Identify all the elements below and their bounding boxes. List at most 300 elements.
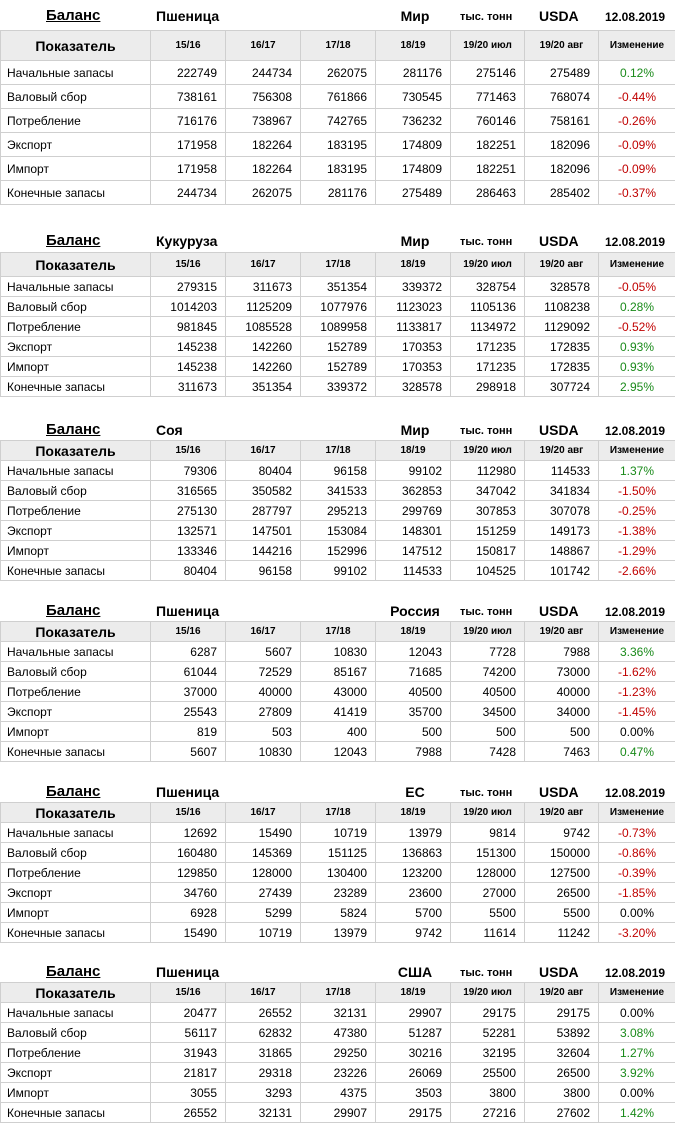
value-cell: 145238 — [151, 337, 226, 357]
change-cell: 1.27% — [599, 1043, 675, 1063]
value-cell: 129850 — [151, 863, 226, 883]
value-cell: 182251 — [451, 157, 525, 181]
value-cell: 41419 — [301, 702, 376, 722]
value-cell: 53892 — [525, 1023, 599, 1043]
value-cell: 771463 — [451, 85, 525, 109]
value-cell: 101742 — [525, 561, 599, 581]
column-header: 17/18 — [301, 803, 376, 823]
value-cell: 171235 — [451, 357, 525, 377]
row-label: Потребление — [1, 863, 151, 883]
column-header: Изменение — [599, 31, 675, 61]
row-label: Валовый сбор — [1, 1023, 151, 1043]
value-cell: 152789 — [301, 337, 376, 357]
value-cell: 150000 — [525, 843, 599, 863]
region-name: Россия — [390, 603, 440, 619]
value-cell: 1085528 — [226, 317, 301, 337]
change-cell: 3.92% — [599, 1063, 675, 1083]
value-cell: 147501 — [226, 521, 301, 541]
report-date: 12.08.2019 — [605, 605, 666, 619]
section-title: Баланс — [46, 421, 101, 438]
row-label: Конечные запасы — [1, 377, 151, 397]
column-header: 19/20 июл — [451, 253, 525, 277]
table-row — [1, 702, 675, 722]
table-row — [1, 722, 675, 742]
section-title: Баланс — [46, 783, 101, 800]
change-cell: -0.09% — [599, 157, 675, 181]
region-name: США — [397, 964, 433, 980]
value-cell: 151300 — [451, 843, 525, 863]
crop-name: Пшеница — [156, 964, 220, 980]
value-cell: 27809 — [226, 702, 301, 722]
table-row — [1, 1103, 675, 1123]
value-cell: 500 — [451, 722, 525, 742]
value-cell: 10719 — [226, 923, 301, 943]
source-label: USDA — [539, 8, 579, 24]
value-cell: 183195 — [301, 133, 376, 157]
change-cell: 2.95% — [599, 377, 675, 397]
value-cell: 43000 — [301, 682, 376, 702]
value-cell: 500 — [525, 722, 599, 742]
change-cell: 0.00% — [599, 1083, 675, 1103]
value-cell: 73000 — [525, 662, 599, 682]
change-cell: -0.39% — [599, 863, 675, 883]
crop-name: Кукуруза — [156, 233, 218, 249]
column-header: 19/20 июл — [451, 31, 525, 61]
value-cell: 981845 — [151, 317, 226, 337]
value-cell: 29175 — [451, 1003, 525, 1023]
row-label: Валовый сбор — [1, 843, 151, 863]
value-cell: 23289 — [301, 883, 376, 903]
table-row — [1, 157, 675, 181]
column-header: Изменение — [599, 983, 675, 1003]
value-cell: 29175 — [525, 1003, 599, 1023]
value-cell: 171958 — [151, 133, 226, 157]
value-cell: 262075 — [301, 61, 376, 85]
value-cell: 99102 — [301, 561, 376, 581]
value-cell: 6928 — [151, 903, 226, 923]
value-cell: 72529 — [226, 662, 301, 682]
table-row — [1, 662, 675, 682]
change-cell: -0.37% — [599, 181, 675, 205]
report-date: 12.08.2019 — [605, 786, 666, 800]
value-cell: 34760 — [151, 883, 226, 903]
change-cell: -0.73% — [599, 823, 675, 843]
value-cell: 311673 — [226, 277, 301, 297]
value-cell: 32131 — [301, 1003, 376, 1023]
row-label: Импорт — [1, 903, 151, 923]
value-cell: 1089958 — [301, 317, 376, 337]
row-label: Валовый сбор — [1, 297, 151, 317]
change-cell: 3.08% — [599, 1023, 675, 1043]
change-cell: -1.50% — [599, 481, 675, 501]
section-title-row — [0, 418, 675, 440]
value-cell: 37000 — [151, 682, 226, 702]
change-cell: -0.44% — [599, 85, 675, 109]
table-row — [1, 1083, 675, 1103]
crop-name: Соя — [156, 422, 183, 438]
value-cell: 34500 — [451, 702, 525, 722]
report-date: 12.08.2019 — [605, 424, 666, 438]
table-row — [1, 561, 675, 581]
column-header: 19/20 авг — [525, 803, 599, 823]
table-row — [1, 521, 675, 541]
table-row — [1, 903, 675, 923]
value-cell: 244734 — [226, 61, 301, 85]
row-label: Экспорт — [1, 133, 151, 157]
units-label: тыс. тонн — [460, 787, 513, 799]
balance-table — [0, 982, 675, 1123]
value-cell: 279315 — [151, 277, 226, 297]
value-cell: 40500 — [376, 682, 451, 702]
row-label: Потребление — [1, 1043, 151, 1063]
table-row — [1, 461, 675, 481]
column-header: Показатель — [1, 803, 151, 823]
crop-name: Пшеница — [156, 784, 220, 800]
column-header: Показатель — [1, 441, 151, 461]
crop-name: Пшеница — [156, 8, 220, 24]
value-cell: 32195 — [451, 1043, 525, 1063]
change-cell: 1.42% — [599, 1103, 675, 1123]
value-cell: 1134972 — [451, 317, 525, 337]
change-cell: -1.38% — [599, 521, 675, 541]
value-cell: 27216 — [451, 1103, 525, 1123]
value-cell: 3503 — [376, 1083, 451, 1103]
column-header: 19/20 авг — [525, 31, 599, 61]
value-cell: 351354 — [226, 377, 301, 397]
balance-table — [0, 252, 675, 397]
column-header: Показатель — [1, 31, 151, 61]
value-cell: 150817 — [451, 541, 525, 561]
value-cell: 298918 — [451, 377, 525, 397]
change-cell: -0.05% — [599, 277, 675, 297]
column-header: 15/16 — [151, 31, 226, 61]
value-cell: 307078 — [525, 501, 599, 521]
value-cell: 362853 — [376, 481, 451, 501]
units-label: тыс. тонн — [460, 967, 513, 979]
value-cell: 13979 — [301, 923, 376, 943]
value-cell: 27000 — [451, 883, 525, 903]
source-label: USDA — [539, 784, 579, 800]
value-cell: 350582 — [226, 481, 301, 501]
value-cell: 148867 — [525, 541, 599, 561]
value-cell: 1014203 — [151, 297, 226, 317]
value-cell: 351354 — [301, 277, 376, 297]
row-label: Импорт — [1, 722, 151, 742]
column-header: 16/17 — [226, 622, 301, 642]
value-cell: 114533 — [525, 461, 599, 481]
row-label: Конечные запасы — [1, 923, 151, 943]
change-cell: -1.62% — [599, 662, 675, 682]
value-cell: 51287 — [376, 1023, 451, 1043]
table-header-row — [1, 803, 675, 823]
value-cell: 7428 — [451, 742, 525, 762]
row-label: Конечные запасы — [1, 181, 151, 205]
value-cell: 756308 — [226, 85, 301, 109]
row-label: Импорт — [1, 541, 151, 561]
column-header: 16/17 — [226, 31, 301, 61]
column-header: Показатель — [1, 622, 151, 642]
table-row — [1, 843, 675, 863]
value-cell: 730545 — [376, 85, 451, 109]
column-header: 15/16 — [151, 622, 226, 642]
column-header: 15/16 — [151, 253, 226, 277]
value-cell: 339372 — [301, 377, 376, 397]
value-cell: 275489 — [525, 61, 599, 85]
row-label: Потребление — [1, 109, 151, 133]
table-row — [1, 277, 675, 297]
value-cell: 262075 — [226, 181, 301, 205]
column-header: Изменение — [599, 803, 675, 823]
value-cell: 12043 — [376, 642, 451, 662]
value-cell: 738967 — [226, 109, 301, 133]
table-row — [1, 883, 675, 903]
value-cell: 26500 — [525, 883, 599, 903]
column-header: 19/20 авг — [525, 253, 599, 277]
change-cell: 0.47% — [599, 742, 675, 762]
change-cell: -1.23% — [599, 682, 675, 702]
value-cell: 96158 — [301, 461, 376, 481]
region-name: Мир — [400, 422, 430, 438]
value-cell: 244734 — [151, 181, 226, 205]
row-label: Импорт — [1, 357, 151, 377]
column-header: 16/17 — [226, 441, 301, 461]
row-label: Потребление — [1, 317, 151, 337]
table-header-row — [1, 622, 675, 642]
column-header: 15/16 — [151, 983, 226, 1003]
value-cell: 151125 — [301, 843, 376, 863]
column-header: 17/18 — [301, 441, 376, 461]
column-header: 18/19 — [376, 441, 451, 461]
value-cell: 26552 — [226, 1003, 301, 1023]
column-header: 17/18 — [301, 31, 376, 61]
value-cell: 25543 — [151, 702, 226, 722]
table-row — [1, 1023, 675, 1043]
value-cell: 170353 — [376, 357, 451, 377]
column-header: Показатель — [1, 983, 151, 1003]
value-cell: 15490 — [226, 823, 301, 843]
value-cell: 5500 — [451, 903, 525, 923]
change-cell: 0.28% — [599, 297, 675, 317]
table-row — [1, 923, 675, 943]
value-cell: 114533 — [376, 561, 451, 581]
column-header: 16/17 — [226, 253, 301, 277]
value-cell: 7988 — [525, 642, 599, 662]
value-cell: 174809 — [376, 133, 451, 157]
table-header-row — [1, 983, 675, 1003]
change-cell: -0.09% — [599, 133, 675, 157]
value-cell: 742765 — [301, 109, 376, 133]
column-header: 19/20 авг — [525, 622, 599, 642]
column-header: Изменение — [599, 253, 675, 277]
crop-name: Пшеница — [156, 603, 220, 619]
table-row — [1, 863, 675, 883]
value-cell: 27602 — [525, 1103, 599, 1123]
row-label: Экспорт — [1, 521, 151, 541]
value-cell: 172835 — [525, 337, 599, 357]
row-label: Экспорт — [1, 702, 151, 722]
value-cell: 9814 — [451, 823, 525, 843]
value-cell: 26552 — [151, 1103, 226, 1123]
value-cell: 347042 — [451, 481, 525, 501]
column-header: 19/20 июл — [451, 803, 525, 823]
change-cell: -1.29% — [599, 541, 675, 561]
table-header-row — [1, 253, 675, 277]
value-cell: 11614 — [451, 923, 525, 943]
value-cell: 149173 — [525, 521, 599, 541]
value-cell: 147512 — [376, 541, 451, 561]
value-cell: 7988 — [376, 742, 451, 762]
column-header: 18/19 — [376, 803, 451, 823]
row-label: Конечные запасы — [1, 1103, 151, 1123]
value-cell: 5607 — [151, 742, 226, 762]
value-cell: 52281 — [451, 1023, 525, 1043]
value-cell: 132571 — [151, 521, 226, 541]
table-row — [1, 337, 675, 357]
column-header: 17/18 — [301, 253, 376, 277]
balance-table — [0, 621, 675, 762]
balance-table — [0, 440, 675, 581]
table-row — [1, 742, 675, 762]
value-cell: 183195 — [301, 157, 376, 181]
value-cell: 311673 — [151, 377, 226, 397]
change-cell: -3.20% — [599, 923, 675, 943]
change-cell: -2.66% — [599, 561, 675, 581]
value-cell: 104525 — [451, 561, 525, 581]
value-cell: 738161 — [151, 85, 226, 109]
change-cell: 0.93% — [599, 357, 675, 377]
table-header-row — [1, 441, 675, 461]
value-cell: 123200 — [376, 863, 451, 883]
value-cell: 160480 — [151, 843, 226, 863]
value-cell: 10830 — [301, 642, 376, 662]
value-cell: 31943 — [151, 1043, 226, 1063]
value-cell: 716176 — [151, 109, 226, 133]
value-cell: 144216 — [226, 541, 301, 561]
value-cell: 99102 — [376, 461, 451, 481]
value-cell: 12692 — [151, 823, 226, 843]
row-label: Начальные запасы — [1, 61, 151, 85]
value-cell: 25500 — [451, 1063, 525, 1083]
value-cell: 316565 — [151, 481, 226, 501]
value-cell: 34000 — [525, 702, 599, 722]
table-row — [1, 297, 675, 317]
value-cell: 40000 — [226, 682, 301, 702]
value-cell: 768074 — [525, 85, 599, 109]
value-cell: 29318 — [226, 1063, 301, 1083]
table-row — [1, 133, 675, 157]
value-cell: 85167 — [301, 662, 376, 682]
value-cell: 152789 — [301, 357, 376, 377]
report-date: 12.08.2019 — [605, 10, 666, 24]
value-cell: 172835 — [525, 357, 599, 377]
value-cell: 56117 — [151, 1023, 226, 1043]
table-row — [1, 1043, 675, 1063]
value-cell: 819 — [151, 722, 226, 742]
section-title-row — [0, 4, 675, 26]
row-label: Экспорт — [1, 337, 151, 357]
row-label: Конечные запасы — [1, 561, 151, 581]
value-cell: 182264 — [226, 157, 301, 181]
row-label: Импорт — [1, 157, 151, 181]
column-header: 19/20 июл — [451, 622, 525, 642]
table-row — [1, 541, 675, 561]
value-cell: 171958 — [151, 157, 226, 181]
section-title-row — [0, 599, 675, 621]
value-cell: 761866 — [301, 85, 376, 109]
value-cell: 307724 — [525, 377, 599, 397]
value-cell: 32604 — [525, 1043, 599, 1063]
units-label: тыс. тонн — [460, 425, 513, 437]
value-cell: 9742 — [376, 923, 451, 943]
row-label: Начальные запасы — [1, 277, 151, 297]
value-cell: 151259 — [451, 521, 525, 541]
region-name: Мир — [400, 8, 430, 24]
value-cell: 80404 — [151, 561, 226, 581]
value-cell: 136863 — [376, 843, 451, 863]
table-row — [1, 1063, 675, 1083]
value-cell: 15490 — [151, 923, 226, 943]
value-cell: 61044 — [151, 662, 226, 682]
value-cell: 182096 — [525, 133, 599, 157]
value-cell: 29907 — [376, 1003, 451, 1023]
units-label: тыс. тонн — [460, 606, 513, 618]
value-cell: 400 — [301, 722, 376, 742]
value-cell: 142260 — [226, 357, 301, 377]
column-header: 15/16 — [151, 803, 226, 823]
value-cell: 23600 — [376, 883, 451, 903]
change-cell: -0.26% — [599, 109, 675, 133]
value-cell: 3800 — [525, 1083, 599, 1103]
table-row — [1, 181, 675, 205]
row-label: Экспорт — [1, 883, 151, 903]
change-cell: 1.37% — [599, 461, 675, 481]
section-title-row — [0, 960, 675, 982]
change-cell: 0.93% — [599, 337, 675, 357]
value-cell: 275489 — [376, 181, 451, 205]
source-label: USDA — [539, 233, 579, 249]
table-row — [1, 85, 675, 109]
value-cell: 29175 — [376, 1103, 451, 1123]
value-cell: 286463 — [451, 181, 525, 205]
value-cell: 5824 — [301, 903, 376, 923]
column-header: 18/19 — [376, 983, 451, 1003]
change-cell: 0.00% — [599, 722, 675, 742]
value-cell: 222749 — [151, 61, 226, 85]
balance-table — [0, 802, 675, 943]
value-cell: 3293 — [226, 1083, 301, 1103]
column-header: 16/17 — [226, 803, 301, 823]
value-cell: 26069 — [376, 1063, 451, 1083]
value-cell: 40500 — [451, 682, 525, 702]
value-cell: 275130 — [151, 501, 226, 521]
value-cell: 285402 — [525, 181, 599, 205]
value-cell: 281176 — [376, 61, 451, 85]
value-cell: 29907 — [301, 1103, 376, 1123]
column-header: 16/17 — [226, 983, 301, 1003]
column-header: 17/18 — [301, 983, 376, 1003]
value-cell: 9742 — [525, 823, 599, 843]
region-name: Мир — [400, 233, 430, 249]
value-cell: 80404 — [226, 461, 301, 481]
value-cell: 148301 — [376, 521, 451, 541]
column-header: 19/20 июл — [451, 983, 525, 1003]
value-cell: 3055 — [151, 1083, 226, 1103]
source-label: USDA — [539, 422, 579, 438]
section-title: Баланс — [46, 7, 101, 24]
value-cell: 307853 — [451, 501, 525, 521]
value-cell: 1125209 — [226, 297, 301, 317]
section-title-row — [0, 229, 675, 251]
